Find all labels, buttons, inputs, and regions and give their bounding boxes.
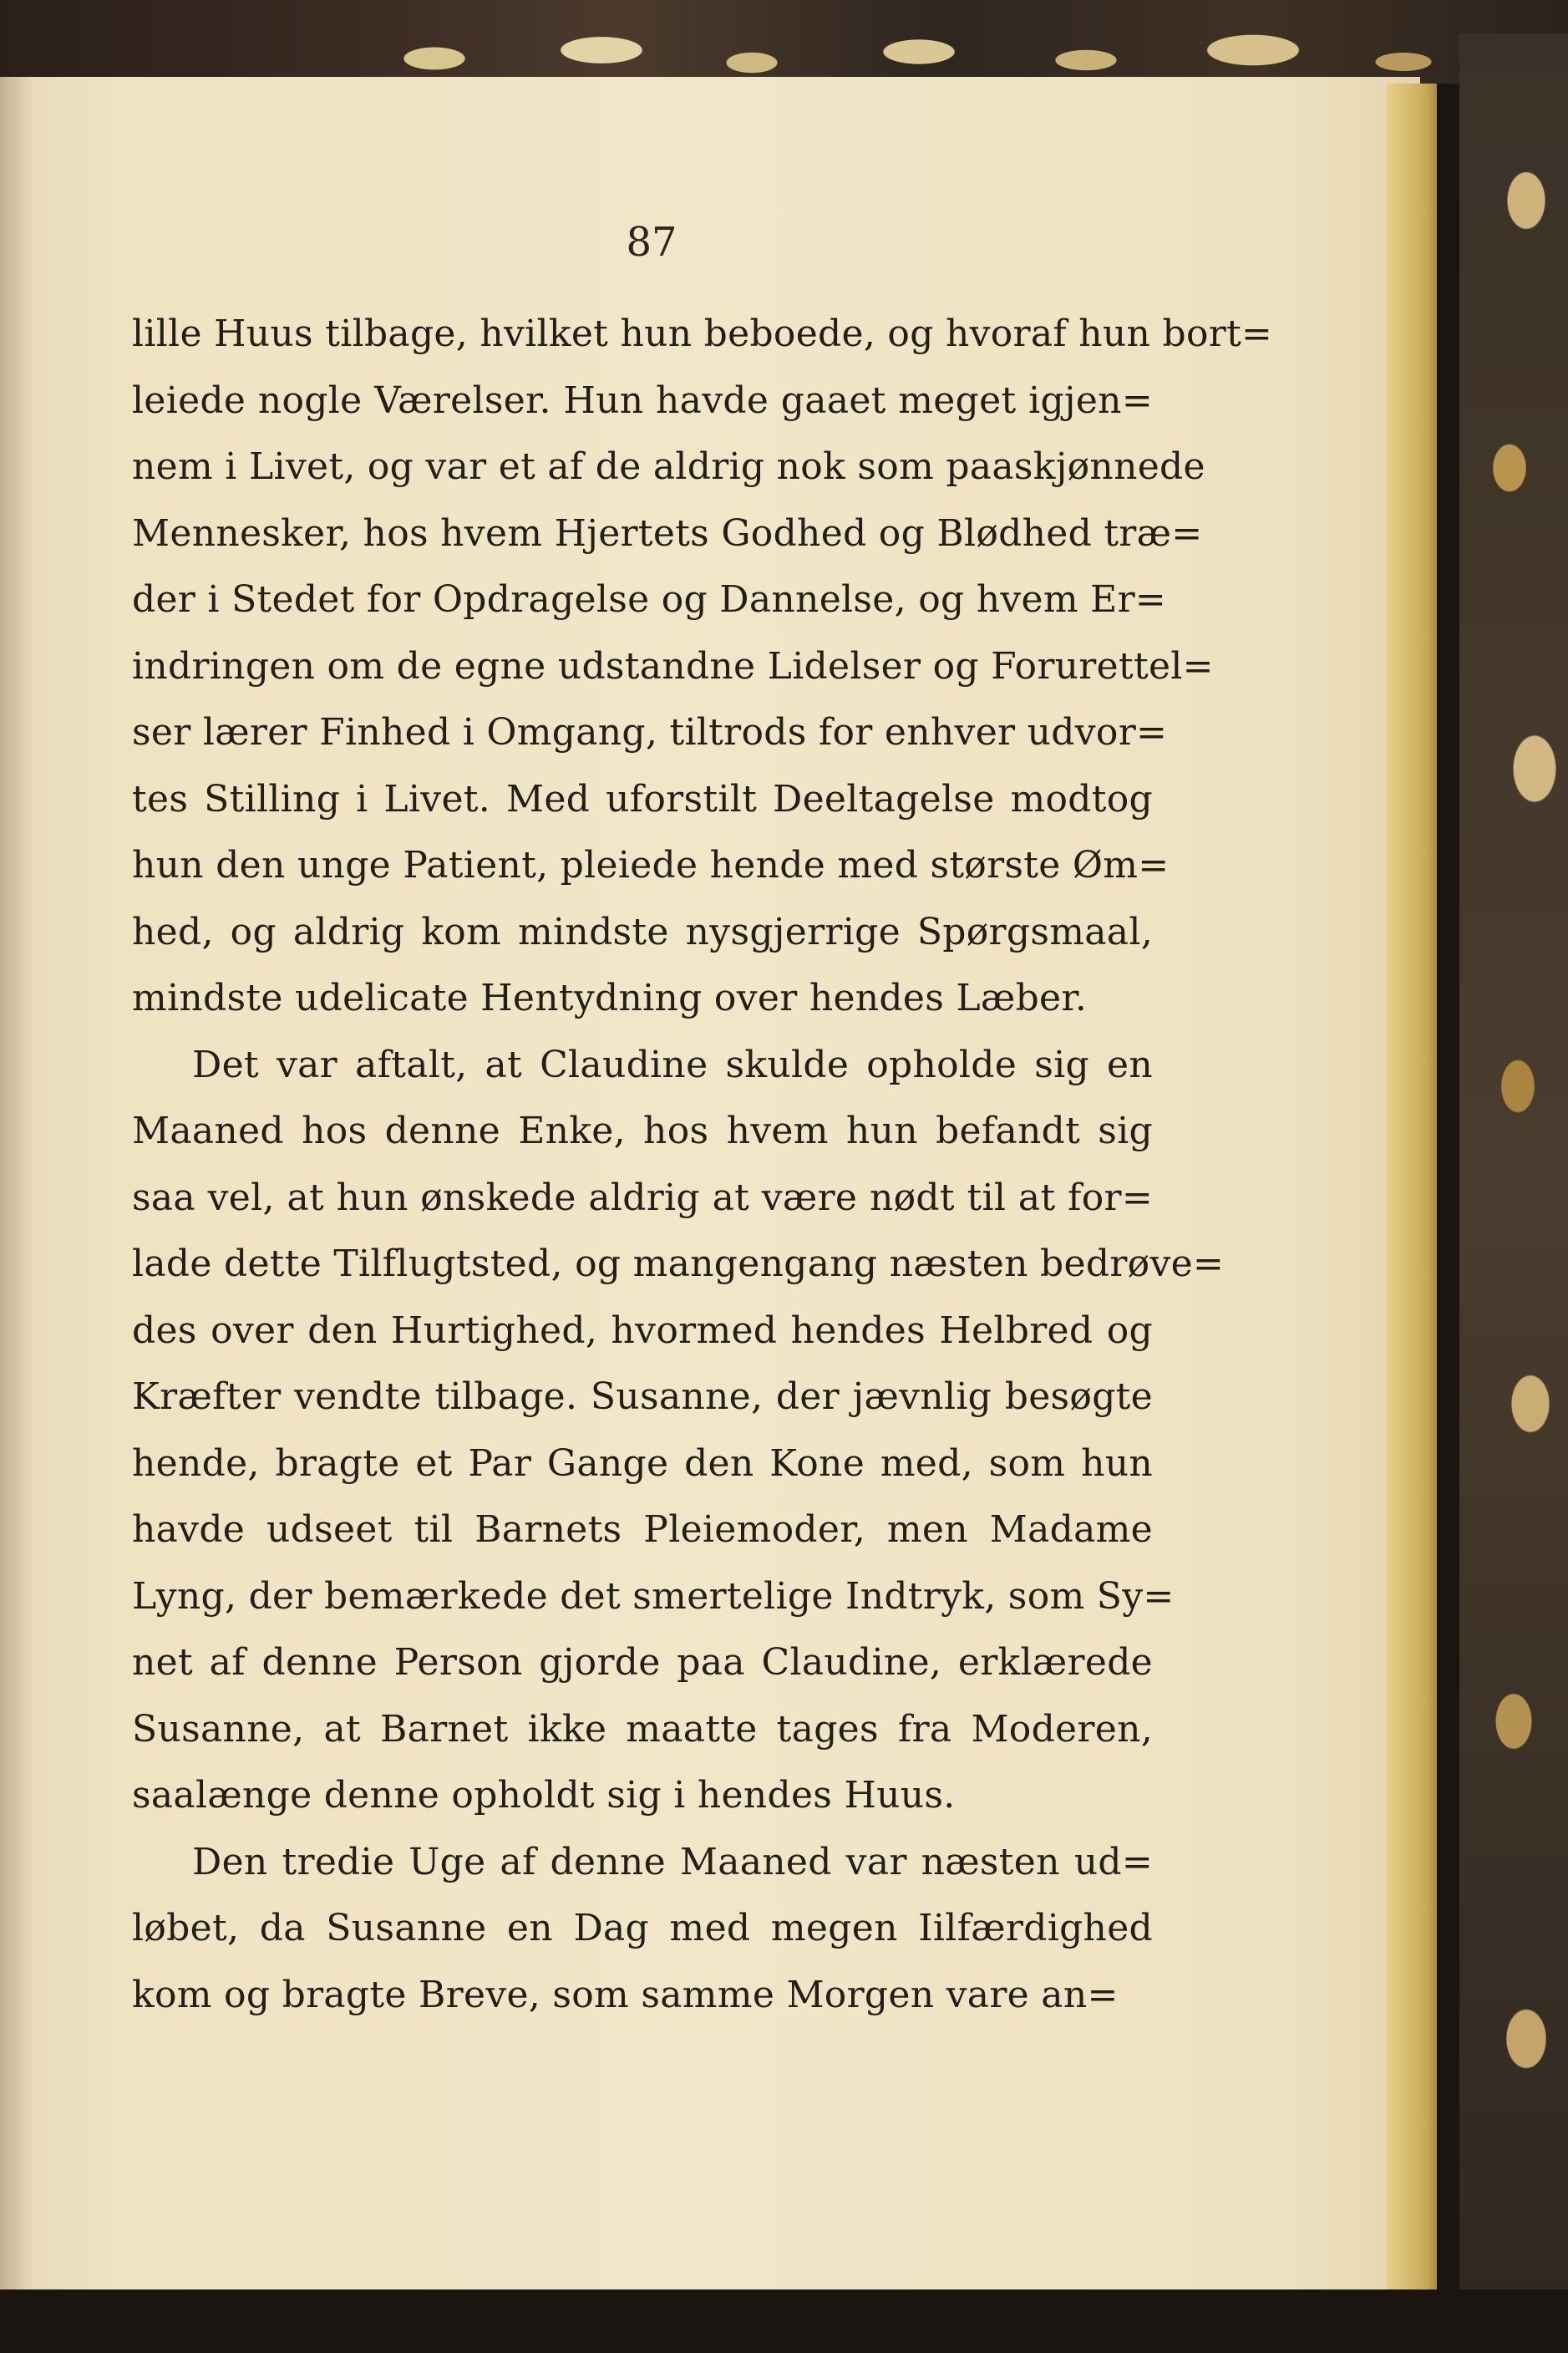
text-line: Susanne, at Barnet ikke maatte tages fra Moderen, [132, 1707, 1153, 1751]
marbled-edge-top [0, 0, 1568, 84]
text-line: kom og bragte Breve, som samme Morgen vare an= [132, 1973, 1119, 2016]
text-line: nem i Livet, og var et af de aldrig nok som paaskjønnede [132, 445, 1205, 488]
paragraph [132, 301, 1273, 1032]
text-line: leiede nogle Værelser. Hun havde gaaet meget igjen= [132, 379, 1153, 422]
text-line: ser lærer Finhed i Omgang, tiltrods for enhver udvor= [132, 711, 1168, 754]
text-line: Mennesker, hos hvem Hjertets Godhed og Blødhed træ= [132, 511, 1203, 555]
text-line: indringen om de egne udstandne Lidelser og Forurettel= [132, 644, 1214, 688]
text-line: løbet, da Susanne en Dag med megen Iilfærdighed [132, 1907, 1153, 1949]
text-line: havde udseet til Barnets Pleiemoder, men Madame [132, 1508, 1153, 1551]
text-line: hed, og aldrig kom mindste nysgjerrige Spørgsmaal, [132, 910, 1153, 953]
paragraph [132, 1829, 1153, 2029]
gilt-page-edge [1387, 84, 1437, 2289]
text-line: Det var aftalt, at Claudine skulde opholde sig en [192, 1043, 1153, 1086]
text-line: mindste udelicate Hentydning over hendes Læber. [132, 977, 1088, 1019]
page-number: 87 [626, 219, 677, 266]
text-line: des over den Hurtighed, hvormed hendes Helbred og [132, 1309, 1153, 1352]
text-line: hende, bragte et Par Gange den Kone med, som hun [132, 1441, 1153, 1485]
text-line: Maaned hos denne Enke, hos hvem hun befandt sig [132, 1110, 1153, 1152]
text-line: saalænge denne opholdt sig i hendes Huus. [132, 1774, 956, 1817]
marbled-edge-right [1459, 33, 1568, 2353]
text-line: der i Stedet for Opdragelse og Dannelse, og hvem Er= [132, 578, 1167, 621]
text-line: Den tredie Uge af denne Maaned var næsten ud= [192, 1840, 1153, 1883]
text-line: lade dette Tilflugtsted, og mangengang næsten bedrøve= [132, 1243, 1225, 1285]
text-line: lille Huus tilbage, hvilket hun beboede, og hvoraf hun bort= [132, 313, 1273, 355]
text-line: Lyng, der bemærkede det smertelige Indtryk, som Sy= [132, 1574, 1175, 1618]
text-line: Kræfter vendte tilbage. Susanne, der jævnlig besøgte [132, 1375, 1153, 1418]
gutter-shadow [0, 77, 33, 2316]
text-line: hun den unge Patient, pleiede hende med største Øm= [132, 844, 1170, 887]
bottom-background [0, 2289, 1568, 2353]
text-line: saa vel, at hun ønskede aldrig at være nødt til at for= [132, 1176, 1153, 1219]
body-text [132, 301, 1273, 2028]
paragraph [132, 1032, 1225, 1829]
text-line: net af denne Person gjorde paa Claudine, erklærede [132, 1641, 1153, 1684]
text-line: tes Stilling i Livet. Med uforstilt Deeltagelse modtog [132, 777, 1153, 821]
